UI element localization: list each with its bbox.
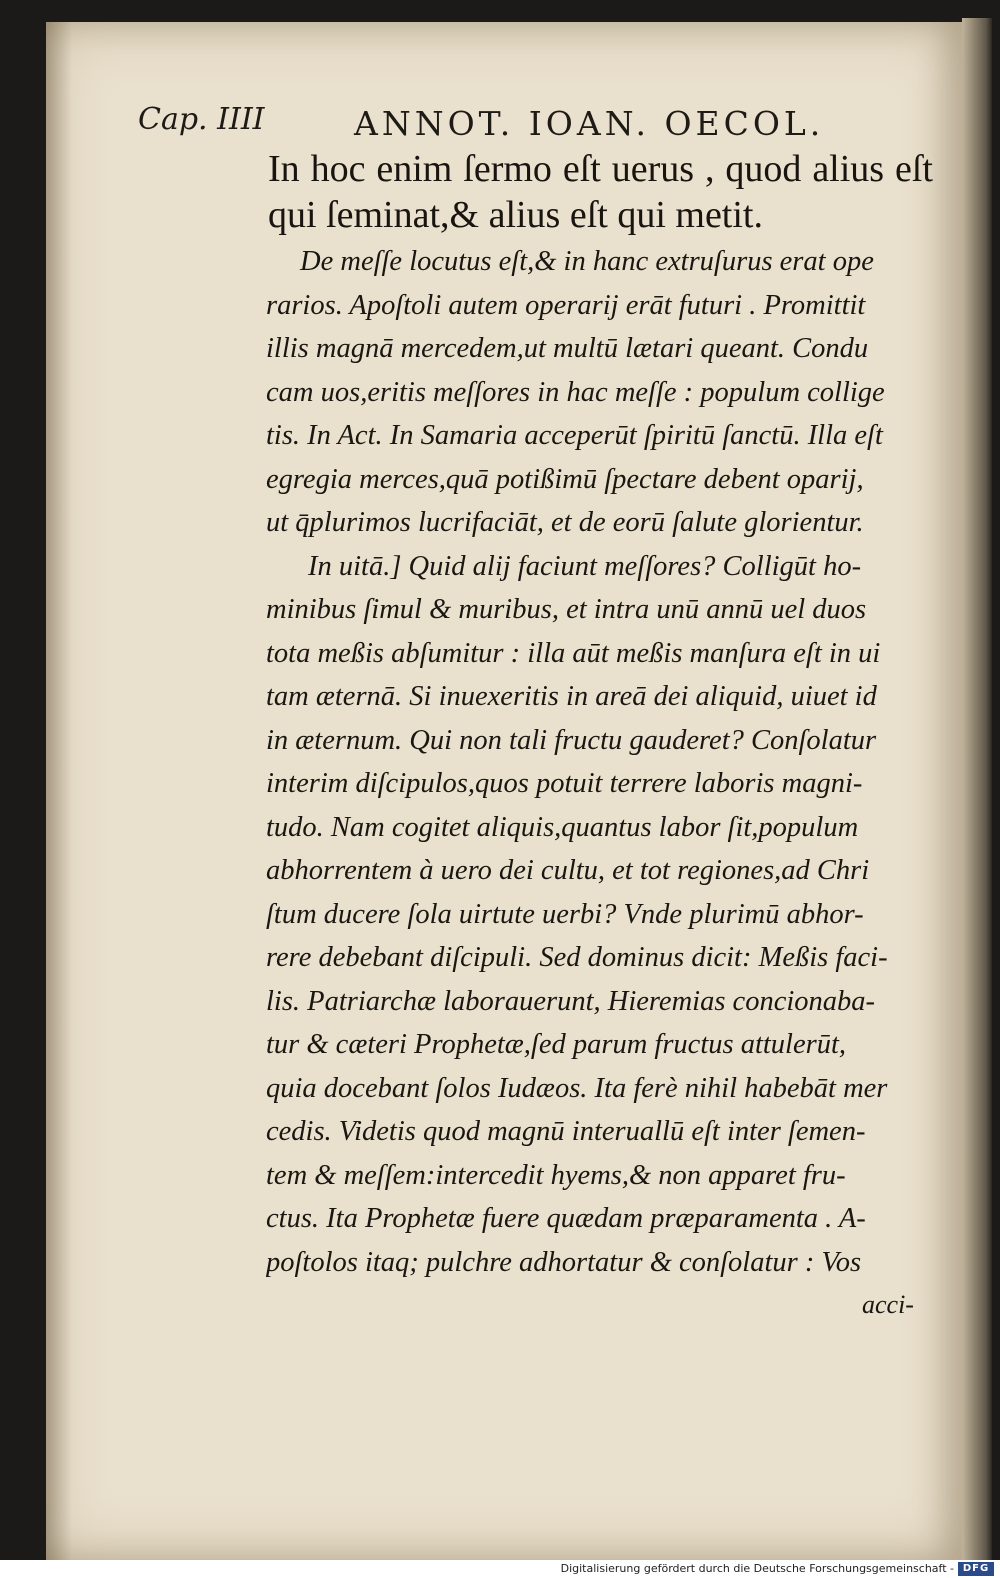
gutter-shadow [46,22,72,1560]
commentary-line: tis. In Act. In Samaria acceperūt ſpiritū ſanctū. Illa eſt [266,420,883,451]
commentary-line: poſtolos itaq; pulchre adhortatur & conſolatur : Vos [266,1246,862,1278]
commentary-line: illis magnā mercedem,ut multū lætari queant. Condu [266,333,869,364]
lemma-verse: In hoc enim ſermo eſt uerus , quod alius eſt qui ſeminat,& alius eſt qui metit. [268,148,933,236]
commentary-line: tam æternā. Si inuexeritis in areā dei aliquid, uiuet id [266,681,877,712]
running-head [138,98,838,144]
commentary-text [266,240,934,1284]
commentary-line: ut q̄plurimos lucrifaciāt, et de eorū ſalute glorientur. [266,507,864,538]
commentary-line: ctus. Ita Prophetæ fuere quædam præparamenta . A- [266,1203,866,1234]
commentary-line: cam uos,eritis meſſores in hac meſſe : populum collige [266,376,885,408]
commentary-line: ſtum ducere ſola uirtute uerbi? Vnde plurimū abhor- [266,898,864,930]
commentary-line: egregia merces,quā potißimū ſpectare debent oparij, [266,463,864,495]
commentary-line: lis. Patriarchæ laborauerunt, Hieremias concionaba- [266,985,876,1017]
commentary-line: abhorrentem à uero dei cultu, et tot regiones,ad Chri [266,855,870,886]
funding-notice: Digitalisierung gefördert durch die Deutsche Forschungsgemeinschaft - [560,1562,954,1575]
dfg-logo: DFG [958,1562,994,1576]
commentary-line: cedis. Videtis quod magnū interuallū eſt inter ſemen- [266,1116,866,1147]
commentary-line: rarios. Apoſtoli autem operarij erāt futuri . Promittit [266,289,866,321]
running-title: ANNOT. IOAN. OECOL. [354,104,825,143]
chapter-number: Cap. IIII [138,102,265,137]
commentary-line: interim diſcipulos,quos potuit terrere laboris magni- [266,768,863,799]
commentary-line: tudo. Nam cogitet aliquis,quantus labor ſit,populum [266,811,859,843]
page-stack-edge [962,18,992,1566]
catchword: acci- [862,1290,914,1319]
commentary-line: De meſſe locutus eſt,& in hanc extruſurus erat ope [300,246,874,277]
commentary-line: In uitā.] Quid alij faciunt meſſores? Colligūt ho- [308,550,862,582]
commentary-line: quia docebant ſolos Iudæos. Ita ferè nihil habebāt mer [266,1072,888,1104]
commentary-line: minibus ſimul & muribus, et intra unū annū uel duos [266,594,867,625]
commentary-line: rere debebant diſcipuli. Sed dominus dicit: Meßis faci- [266,942,888,973]
commentary-line: tota meßis abſumitur : illa aūt meßis manſura eſt in ui [266,637,881,669]
commentary-line: tem & meſſem:intercedit hyems,& non apparet fru- [266,1159,846,1191]
commentary-line: in æternum. Qui non tali fructu gauderet? Conſolatur [266,724,877,756]
commentary-line: tur & cæteri Prophetæ,ſed parum fructus attulerūt, [266,1029,847,1060]
